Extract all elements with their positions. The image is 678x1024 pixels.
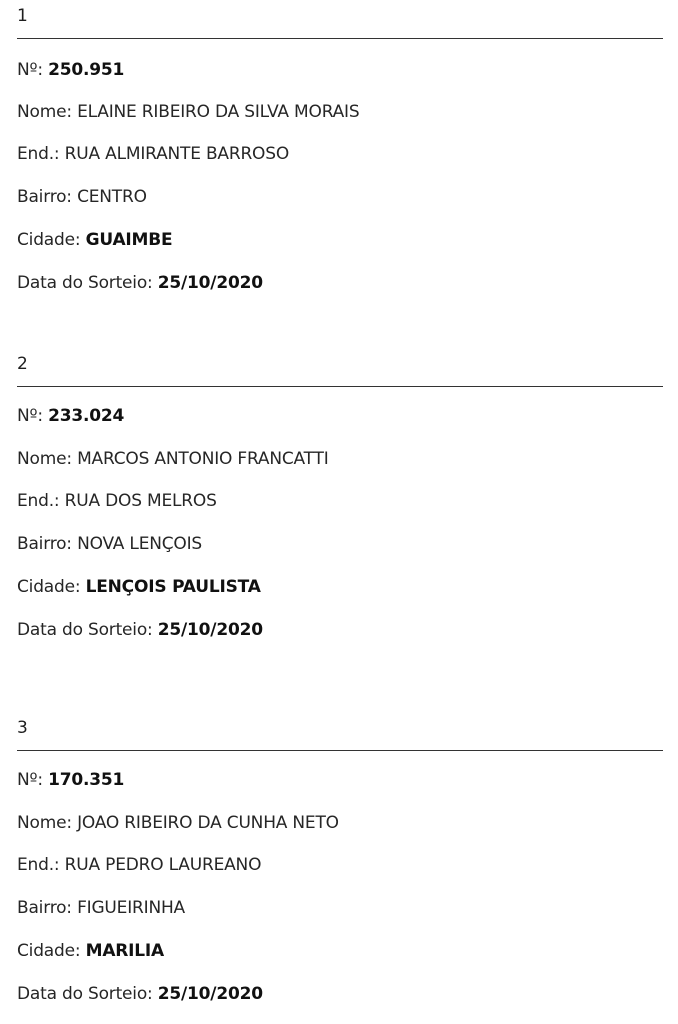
entry-bairro — [17, 186, 147, 208]
numero-value: 233.024 — [48, 406, 125, 426]
bairro-value: CENTRO — [77, 187, 147, 207]
entry-divider — [17, 38, 663, 39]
numero-label: Nº: — [17, 770, 43, 790]
data-value: 25/10/2020 — [157, 273, 263, 293]
entry-index: 2 — [17, 354, 28, 374]
cidade-value: MARILIA — [85, 941, 165, 961]
bairro-value: NOVA LENÇOIS — [77, 534, 203, 554]
data-label: Data do Sorteio: — [17, 273, 153, 293]
entry-data-sorteio — [17, 619, 263, 641]
entry-index: 1 — [17, 6, 28, 26]
bairro-label: Bairro: — [17, 187, 72, 207]
nome-value: ELAINE RIBEIRO DA SILVA MORAIS — [77, 102, 360, 122]
nome-label: Nome: — [17, 813, 72, 833]
entry-index: 3 — [17, 718, 28, 738]
winner-entry-3 — [17, 718, 663, 1004]
entry-cidade — [17, 576, 261, 598]
entry-numero — [17, 59, 124, 81]
numero-label: Nº: — [17, 60, 43, 80]
entry-endereco — [17, 143, 289, 165]
entry-numero — [17, 769, 124, 791]
data-label: Data do Sorteio: — [17, 620, 153, 640]
endereco-value: RUA DOS MELROS — [64, 491, 217, 511]
cidade-label: Cidade: — [17, 230, 81, 250]
entry-endereco — [17, 854, 261, 876]
bairro-label: Bairro: — [17, 898, 72, 918]
endereco-label: End.: — [17, 144, 60, 164]
bairro-value: FIGUEIRINHA — [77, 898, 185, 918]
entry-data-sorteio — [17, 983, 263, 1005]
entry-data-sorteio — [17, 272, 263, 294]
data-label: Data do Sorteio: — [17, 984, 153, 1004]
nome-label: Nome: — [17, 102, 72, 122]
endereco-label: End.: — [17, 491, 60, 511]
numero-value: 170.351 — [48, 770, 125, 790]
data-value: 25/10/2020 — [157, 620, 263, 640]
entry-nome — [17, 101, 359, 123]
entry-divider — [17, 386, 663, 387]
entry-cidade — [17, 940, 164, 962]
endereco-value: RUA PEDRO LAUREANO — [64, 855, 262, 875]
entry-endereco — [17, 490, 217, 512]
entry-nome — [17, 812, 339, 834]
entry-numero — [17, 405, 124, 427]
numero-label: Nº: — [17, 406, 43, 426]
entry-cidade — [17, 229, 172, 251]
winner-entry-2 — [17, 354, 663, 640]
endereco-value: RUA ALMIRANTE BARROSO — [64, 144, 290, 164]
winner-entry-1 — [17, 6, 663, 293]
nome-value: MARCOS ANTONIO FRANCATTI — [77, 449, 329, 469]
nome-label: Nome: — [17, 449, 72, 469]
entry-divider — [17, 750, 663, 751]
cidade-value: GUAIMBE — [85, 230, 173, 250]
nome-value: JOAO RIBEIRO DA CUNHA NETO — [77, 813, 339, 833]
numero-value: 250.951 — [48, 60, 125, 80]
cidade-value: LENÇOIS PAULISTA — [85, 577, 261, 597]
cidade-label: Cidade: — [17, 941, 81, 961]
entry-bairro — [17, 897, 185, 919]
bairro-label: Bairro: — [17, 534, 72, 554]
endereco-label: End.: — [17, 855, 60, 875]
entry-nome — [17, 448, 329, 470]
entry-bairro — [17, 533, 202, 555]
cidade-label: Cidade: — [17, 577, 81, 597]
data-value: 25/10/2020 — [157, 984, 263, 1004]
